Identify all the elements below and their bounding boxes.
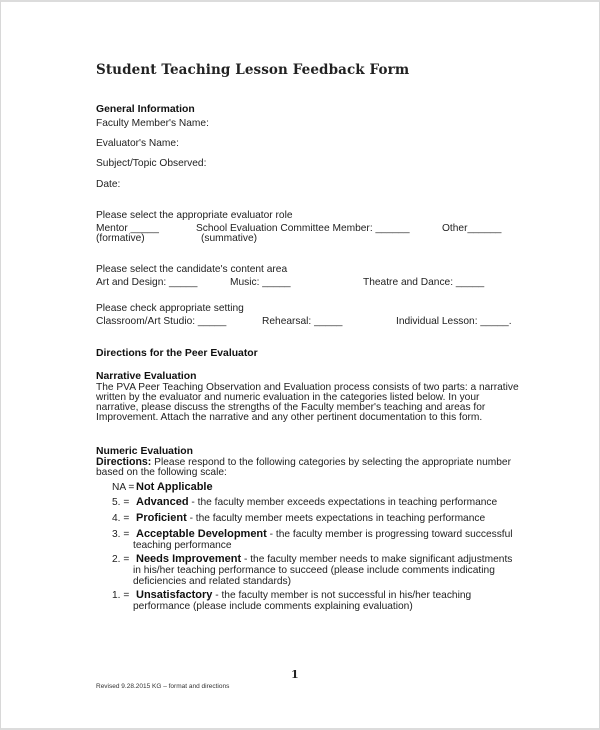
directions-text: Please respond to the following categories by selecting the appropriate number [151,457,511,468]
scale-description: - the faculty member is progressing toward successful [266,529,513,540]
scale-item-1 [112,590,471,601]
scale-description: - the faculty member exceeds expectations in teaching performance [188,497,498,508]
content-option-theatre-dance[interactable]: Theatre and Dance: _____ [363,277,485,288]
scale-item-na [112,482,213,493]
scale-item-4 [112,513,485,524]
scale-item-1-continuation: performance (please include comments explaining evaluation) [133,601,413,612]
scale-item-2-continuation-2: deficiencies and related standards) [133,576,292,587]
scale-item-2-continuation-1: in his/her teaching performance to succeed (please include comments indicating [133,565,495,576]
numeric-directions-line-2: based on the following scale: [96,467,227,478]
narrative-line-3: narrative, please discuss the strengths of the Faculty member's teaching and areas for [96,402,486,413]
directions-heading: Directions for the Peer Evaluator [96,348,258,359]
date-field[interactable]: Date: [96,179,121,190]
scale-description: - the faculty member meets expectations in teaching performance [186,513,486,524]
scale-number: 5. = [112,497,130,508]
scale-number: 2. = [112,554,130,565]
scale-number: 3. = [112,529,130,540]
content-option-music[interactable]: Music: _____ [230,277,291,288]
scale-item-3 [112,529,513,540]
setting-prompt: Please check appropriate setting [96,303,244,314]
scale-number: 1. = [112,590,130,601]
page-number: 1 [291,668,299,681]
scale-term: Not Applicable [136,481,213,493]
role-option-other[interactable]: Other______ [442,223,502,234]
role-option-committee-sublabel: (summative) [201,233,258,244]
role-option-mentor-sublabel: (formative) [96,233,145,244]
revision-note: Revised 9.28.2015 KG – format and directions [96,683,230,690]
scale-term: Advanced [136,496,189,508]
numeric-evaluation-heading: Numeric Evaluation [96,446,194,457]
narrative-line-2: written by the evaluator and numeric evaluation in the categories listed below. In your [96,392,480,403]
scale-item-2 [112,554,512,565]
scale-item-3-continuation: teaching performance [133,540,232,551]
scale-term: Acceptable Development [136,528,267,540]
scale-term: Needs Improvement [136,553,242,565]
scale-description: - the faculty member needs to make significant adjustments [241,554,513,565]
document-title: Student Teaching Lesson Feedback Form [96,62,410,78]
directions-label: Directions: [96,456,152,468]
scale-number: NA = [112,482,135,493]
scale-term: Unsatisfactory [136,589,213,601]
role-option-mentor[interactable]: Mentor _____ [96,223,159,234]
setting-option-rehearsal[interactable]: Rehearsal: _____ [262,316,343,327]
faculty-name-field[interactable]: Faculty Member's Name: [96,118,209,129]
scale-term: Proficient [136,512,187,524]
narrative-line-1: The PVA Peer Teaching Observation and Evaluation process consists of two parts: a narrative [96,382,519,393]
narrative-evaluation-heading: Narrative Evaluation [96,371,197,382]
content-option-art-design[interactable]: Art and Design: _____ [96,277,198,288]
setting-option-individual-lesson[interactable]: Individual Lesson: _____. [396,316,512,327]
general-information-heading: General Information [96,104,195,115]
scale-item-5 [112,497,497,508]
narrative-line-4: Improvement. Attach the narrative and any other pertinent documentation to this form. [96,412,483,423]
content-area-prompt: Please select the candidate's content area [96,264,288,275]
role-option-committee[interactable]: School Evaluation Committee Member: ______ [196,223,410,234]
setting-option-classroom[interactable]: Classroom/Art Studio: _____ [96,316,227,327]
evaluator-name-field[interactable]: Evaluator's Name: [96,138,179,149]
evaluator-role-prompt: Please select the appropriate evaluator role [96,210,293,221]
scale-description: - the faculty member is not successful in his/her teaching [212,590,472,601]
scale-number: 4. = [112,513,130,524]
subject-topic-field[interactable]: Subject/Topic Observed: [96,158,207,169]
